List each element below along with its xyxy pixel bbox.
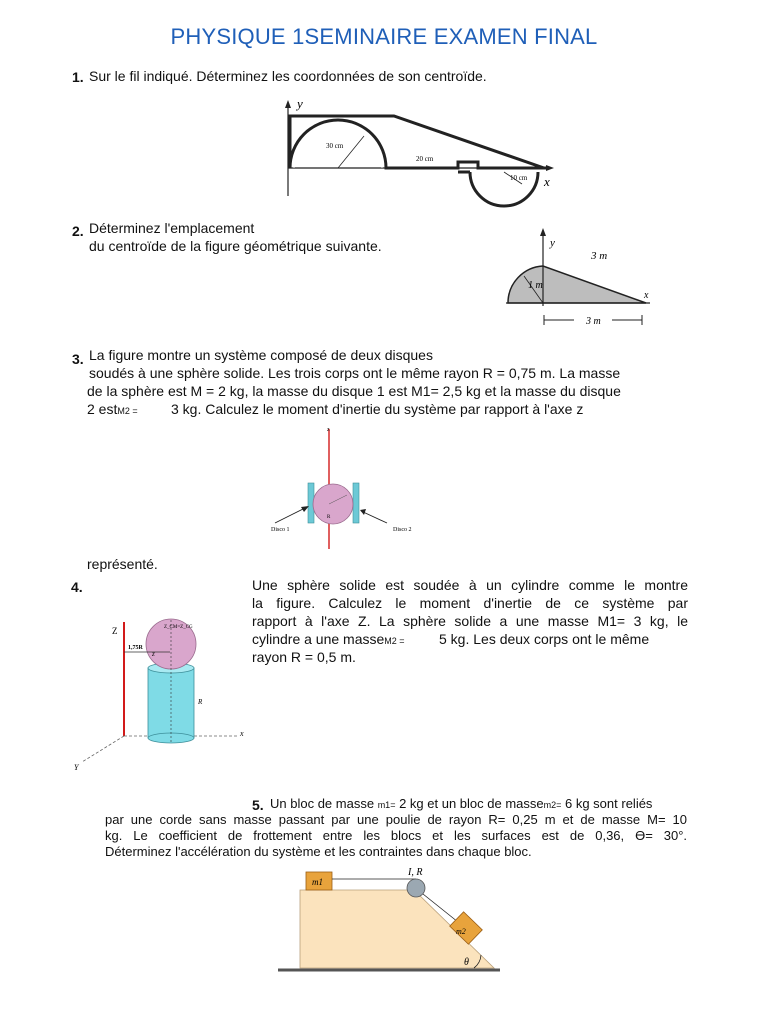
q5-m1-label: m1: [312, 877, 323, 887]
q5-pulley-label: I, R: [408, 867, 423, 878]
q5-m2-sub: m2=: [543, 800, 562, 810]
q5-pulley: [407, 879, 425, 897]
q2-top-dim: 3 m: [591, 250, 608, 262]
q4-distance-label: 1,75R: [128, 645, 143, 651]
q4-m2-sub: M2 =: [384, 636, 405, 646]
q5-number: 5.: [252, 797, 264, 813]
q4-x-label: x: [240, 729, 244, 738]
q1-text: Sur le fil indiqué. Déterminez les coordonnées de son centroïde.: [89, 68, 487, 84]
q3-m2-sub: M2 =: [117, 406, 138, 416]
q3-disco2-label: Disco 2: [393, 527, 412, 533]
q5-line1: [270, 796, 652, 813]
q3-r-label: R: [327, 515, 331, 520]
q1-radius-30: [338, 136, 364, 168]
q2-line2: du centroïde de la figure géométrique suivante.: [89, 238, 382, 254]
q5-line4: Déterminez l'accélération du système et les contraintes dans chaque bloc.: [105, 844, 532, 859]
q4-y-label: Y: [74, 763, 79, 772]
q4-line4: [252, 630, 688, 650]
q4-Z-label: Z: [112, 626, 118, 636]
q5-theta-label: θ: [464, 957, 469, 968]
q1-x-label: x: [544, 174, 550, 189]
q4-line5: rayon R = 0,5 m.: [252, 649, 356, 665]
page-title: PHYSIQUE 1SEMINAIRE EXAMEN FINAL: [170, 24, 598, 49]
q3-line4: [87, 400, 687, 420]
q5-incline-figure: [276, 864, 502, 978]
q1-label-10cm: 10 cm: [510, 174, 528, 182]
q1-y-arrow: [285, 100, 291, 108]
q1-number: 1.: [72, 69, 84, 85]
q5-line3: kg. Le coefficient de frottement entre les blocs et les surfaces est de 0,36, Ɵ= 30°.: [105, 828, 687, 843]
q4-number: 4.: [71, 579, 83, 595]
q1-label-30cm: 30 cm: [326, 142, 344, 150]
q3-line5: représenté.: [87, 556, 158, 572]
q4-small-z-label: z: [152, 650, 155, 658]
q3-line4-end: 3 kg. Calculez le moment d'inertie du système par rapport à l'axe z: [171, 401, 584, 417]
q3-line3: de la sphère est M = 2 kg, la masse du disque 1 est M1= 2,5 kg et la masse du disque: [87, 383, 621, 399]
q3-disco1-label: Disco 1: [271, 527, 290, 533]
q4-R-label: R: [198, 698, 203, 706]
q2-number: 2.: [72, 223, 84, 239]
q3-disk2: [353, 483, 359, 523]
q1-label-20cm: 20 cm: [416, 155, 434, 163]
q4-cylinder: [148, 668, 194, 738]
q5-m2-label: m2: [456, 927, 466, 936]
q5-line1-a: Un bloc de masse: [270, 796, 375, 811]
q2-y-label: y: [550, 237, 555, 249]
q3-sphere: [313, 484, 353, 524]
q4-line1: Une sphère solide est soudée à un cylindre comme le montre: [252, 577, 688, 593]
q3-sphere-disks-figure: [265, 425, 425, 551]
q3-line2: soudés à une sphère solide. Les trois corps ont le même rayon R = 0,75 m. La masse: [89, 365, 621, 381]
q2-area-figure: [498, 226, 668, 338]
q4-line4-start: cylindre a une masse: [252, 631, 385, 647]
q2-line1: Déterminez l'emplacement: [89, 220, 255, 236]
q4-zcm-label: Z_CM=Z_CG: [164, 625, 193, 630]
q4-sphere-cylinder-figure: [70, 612, 252, 774]
q1-small-arc: [470, 172, 538, 206]
q5-line2: par une corde sans masse passant par une poulie de rayon R= 0,25 m et de masse M= 10: [105, 812, 687, 827]
q3-line1: La figure montre un système composé de deux disques: [89, 347, 433, 363]
q4-y-axis: [82, 736, 124, 762]
q1-x-arrow: [546, 165, 554, 171]
q3-z-label: z: [327, 427, 330, 433]
q3-line4-start: 2 est: [87, 401, 118, 417]
q1-y-label: y: [297, 96, 303, 111]
q2-x-label: x: [644, 290, 649, 301]
q5-m1-sub: m1=: [377, 800, 396, 810]
q3-number: 3.: [72, 351, 84, 367]
q4-line3: rapport à l'axe Z. La sphère solide a une masse M1= 3 kg, le: [252, 613, 688, 629]
q4-line4-end: 5 kg. Les deux corps ont le même: [439, 631, 650, 647]
q1-wire-figure: [282, 96, 562, 208]
q5-line1-b: 2 kg et un bloc de masse: [399, 796, 544, 811]
q2-radius-label: 1 m: [528, 280, 543, 291]
q5-line1-c: 6 kg sont reliés: [565, 796, 653, 811]
q2-bottom-dim: 3 m: [586, 316, 601, 327]
q4-line2: la figure. Calculez le moment d'inertie de ce système par: [252, 595, 688, 611]
